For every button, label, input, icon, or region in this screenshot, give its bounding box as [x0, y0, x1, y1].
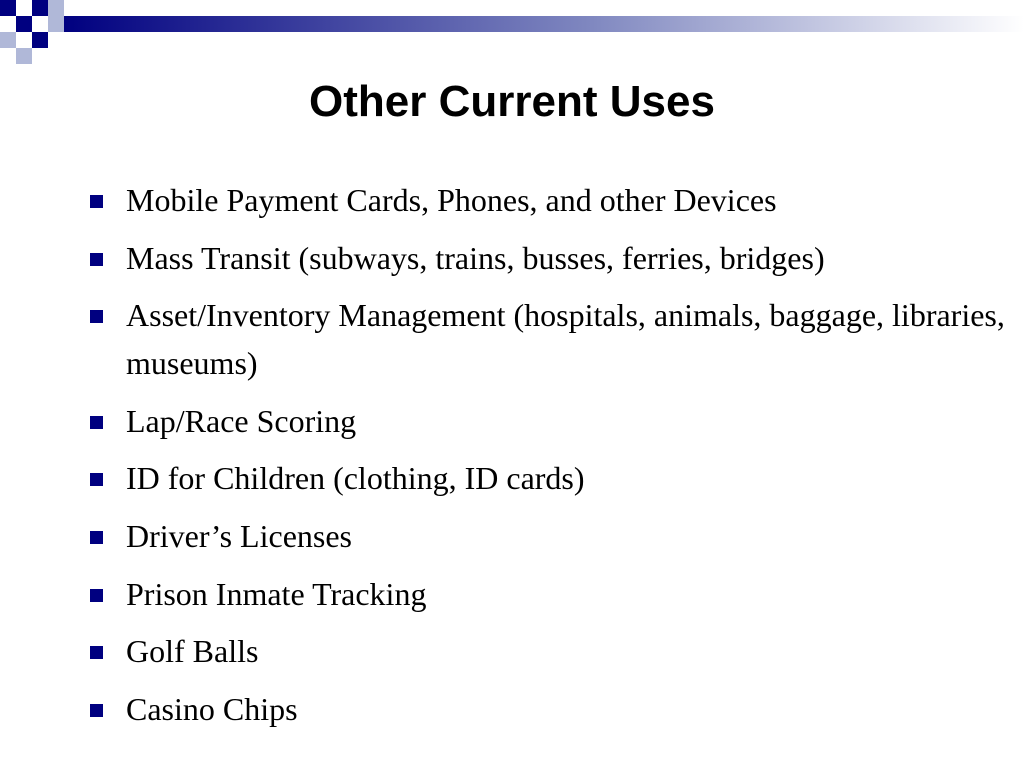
deco-square — [32, 32, 48, 48]
header-gradient-band — [0, 0, 1024, 48]
bullet-item — [88, 512, 1008, 560]
deco-square — [16, 48, 32, 64]
bullet-item — [88, 176, 1008, 224]
deco-square — [16, 16, 32, 32]
square-bullet-icon — [90, 310, 103, 323]
square-bullet-icon — [90, 253, 103, 266]
bullet-item — [88, 291, 1008, 387]
square-bullet-icon — [90, 531, 103, 544]
bullet-item — [88, 454, 1008, 502]
slide-title: Other Current Uses — [309, 77, 715, 126]
square-bullet-icon — [90, 416, 103, 429]
bullet-list — [88, 176, 1008, 742]
bullet-text: Lap/Race Scoring — [126, 402, 357, 439]
deco-square — [32, 0, 48, 16]
bullet-text: ID for Children (clothing, ID cards) — [126, 460, 585, 497]
bullet-item — [88, 685, 1008, 733]
square-bullet-icon — [90, 704, 103, 717]
deco-square — [0, 0, 16, 16]
bullet-text: Driver’s Licenses — [126, 517, 352, 554]
square-bullet-icon — [90, 589, 103, 602]
deco-square — [16, 0, 32, 16]
bullet-text: Asset/Inventory Management (hospitals, animals, baggage, libraries, museums) — [126, 297, 1005, 382]
deco-square — [48, 0, 64, 16]
square-bullet-icon — [90, 473, 103, 486]
bullet-item — [88, 234, 1008, 282]
deco-square — [48, 16, 64, 32]
square-bullet-icon — [90, 646, 103, 659]
square-bullet-icon — [90, 195, 103, 208]
deco-square — [0, 32, 16, 48]
bullet-item — [88, 627, 1008, 675]
bullet-item — [88, 570, 1008, 618]
bullet-item — [88, 397, 1008, 445]
bullet-text: Prison Inmate Tracking — [126, 575, 427, 612]
bullet-text: Golf Balls — [126, 633, 259, 670]
bullet-text: Mass Transit (subways, trains, busses, ferries, bridges) — [126, 239, 825, 276]
bullet-text: Casino Chips — [126, 690, 298, 727]
bullet-text: Mobile Payment Cards, Phones, and other Devices — [126, 182, 777, 218]
